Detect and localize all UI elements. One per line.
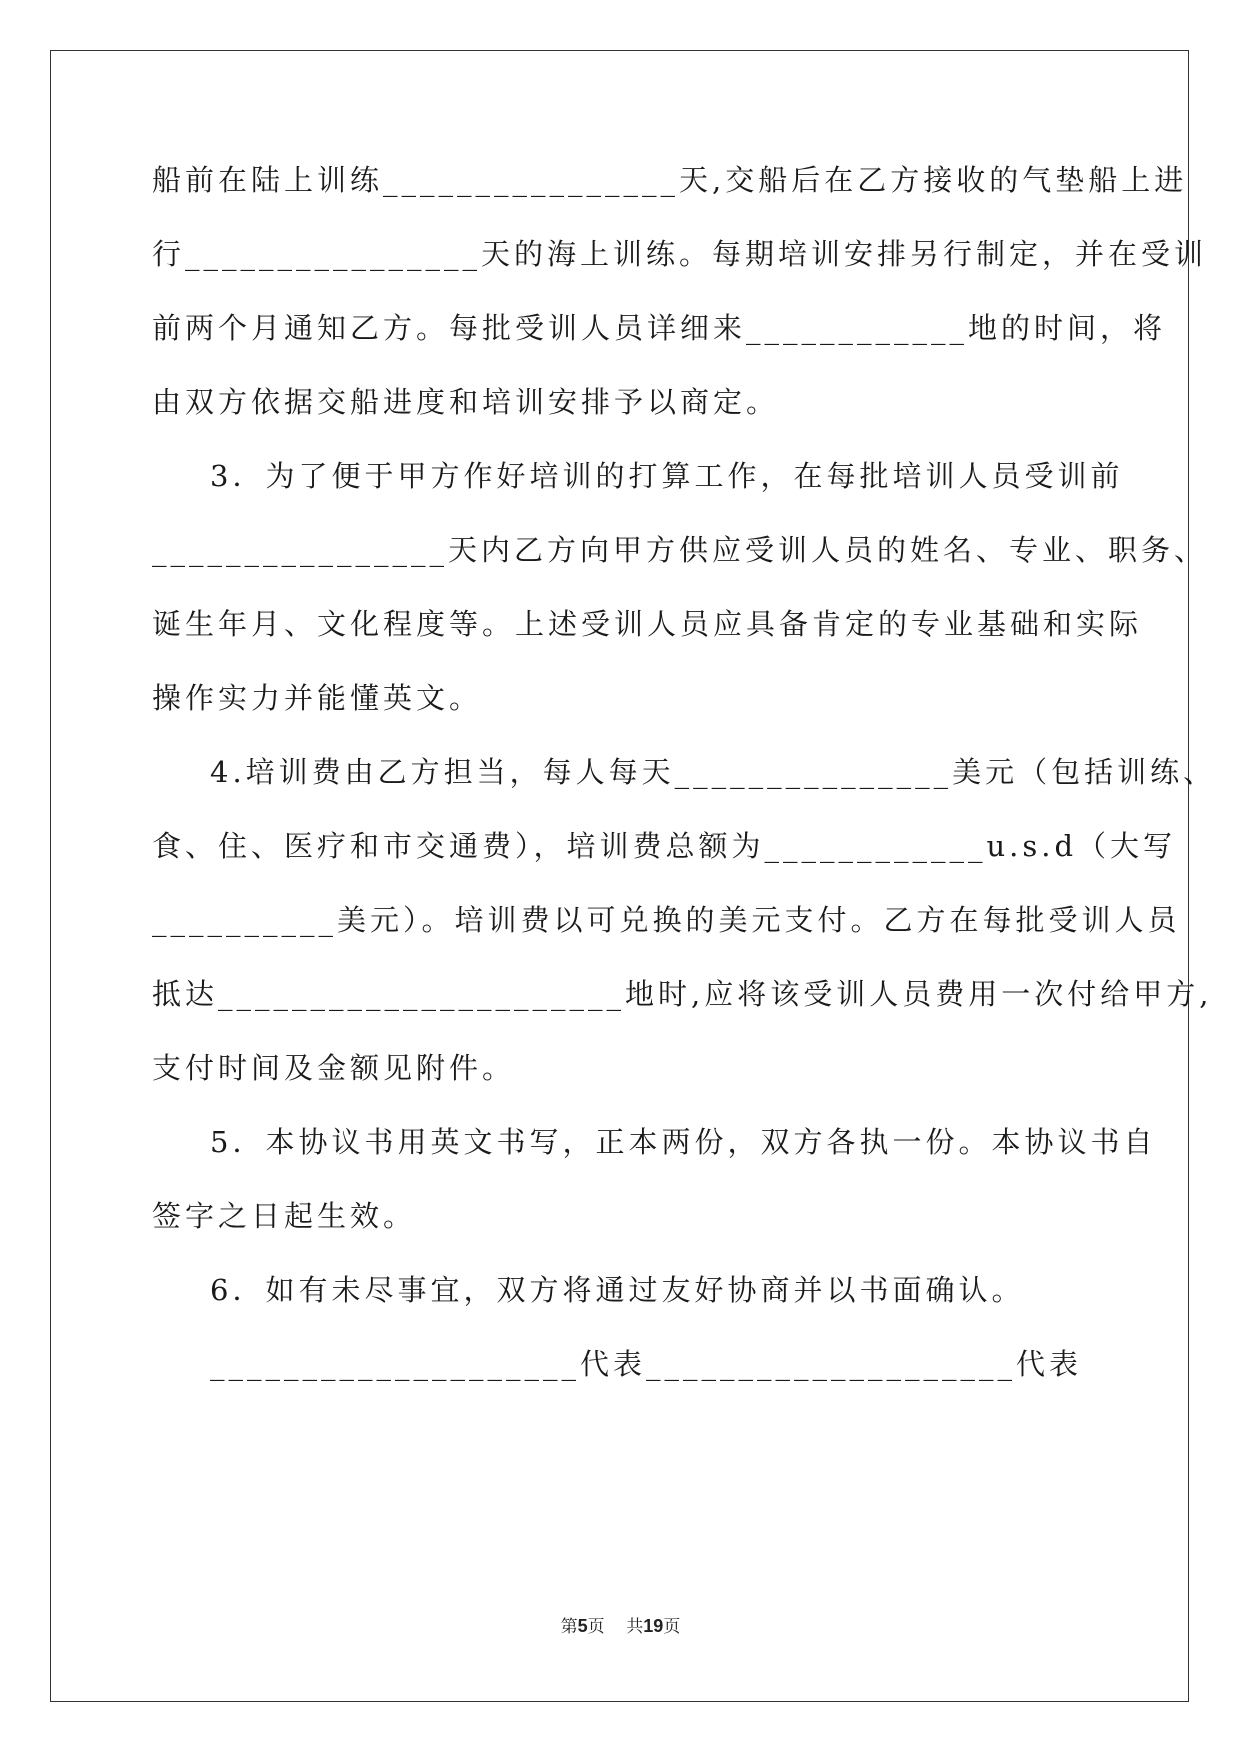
- text-line-1: 船前在陆上训练________________天,交船后在乙方接收的气垫船上进: [152, 163, 1188, 197]
- text-line-7: 诞生年月、文化程度等。上述受训人员应具备肯定的专业基础和实际: [152, 607, 1143, 641]
- clause-4-start: 4.培训费由乙方担当，每人每天_______________美元（包括训练、: [210, 755, 1217, 789]
- footer-total-unit: 页: [663, 1617, 681, 1637]
- text-line-2: 行________________天的海上训练。每期培训安排另行制定，并在受训: [152, 237, 1208, 271]
- footer-page-unit: 页: [587, 1617, 605, 1637]
- current-page-number: 5: [577, 1616, 588, 1636]
- clause-3-start: 3．为了便于甲方作好培训的打算工作，在每批培训人员受训前: [210, 459, 1124, 493]
- total-pages-number: 19: [643, 1616, 664, 1636]
- text-line-8: 操作实力并能懂英文。: [152, 681, 483, 715]
- text-line-6: ________________天内乙方向甲方供应受训人员的姓名、专业、职务、: [152, 533, 1208, 567]
- clause-6-start: 6．如有未尽事宜，双方将通过友好协商并以书面确认。: [210, 1273, 1025, 1307]
- clause-5-start: 5．本协议书用英文书写，正本两份，双方各执一份。本协议书自: [210, 1125, 1157, 1159]
- text-line-15: 签字之日起生效。: [152, 1199, 417, 1233]
- footer-total-prefix: 共: [626, 1617, 644, 1637]
- page-border: [50, 50, 1189, 1702]
- footer-prefix: 第: [560, 1617, 578, 1637]
- text-line-4: 由双方依据交船进度和培训安排予以商定。: [152, 385, 780, 419]
- text-line-10: 食、住、医疗和市交通费），培训费总额为____________u.s.d（大写: [152, 829, 1177, 863]
- text-line-12: 抵达______________________地时,应将该受训人员费用一次付给甲方,: [152, 977, 1213, 1011]
- text-line-13: 支付时间及金额见附件。: [152, 1051, 516, 1085]
- text-line-3: 前两个月通知乙方。每批受训人员详细来____________地的时间，将: [152, 311, 1167, 345]
- page-footer: [0, 1612, 1241, 1637]
- signature-line: ____________________代表____________________代表: [210, 1347, 1083, 1381]
- text-line-11: __________美元）。培训费以可兑换的美元支付。乙方在每批受训人员: [152, 903, 1181, 937]
